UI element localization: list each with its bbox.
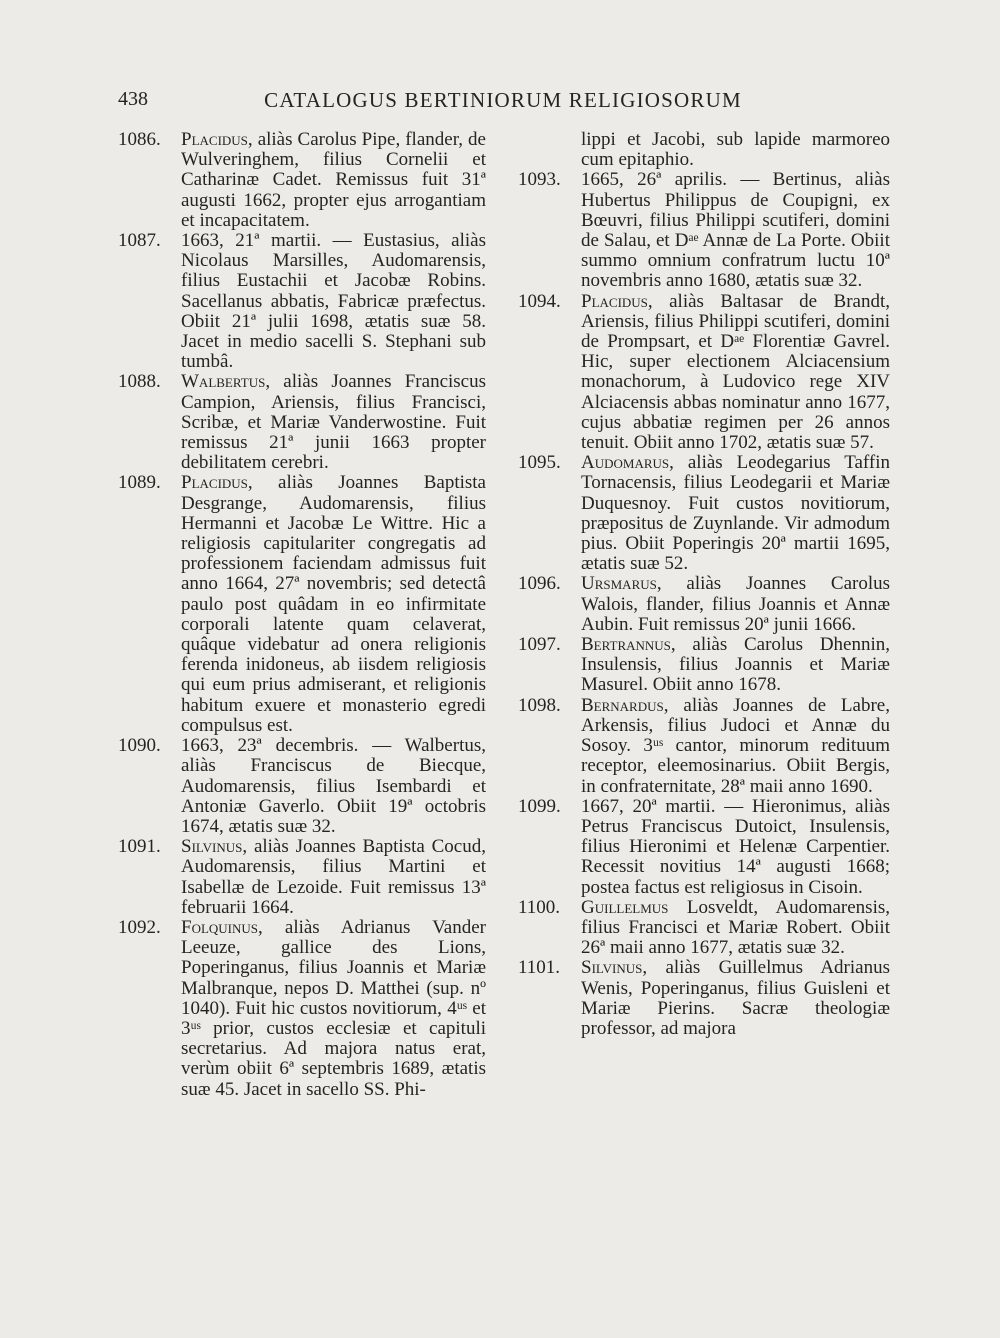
catalog-entry (118, 736, 486, 837)
catalog-entry (118, 130, 486, 231)
entry-number: 1095. (518, 452, 561, 474)
entry-number: 1098. (518, 694, 561, 716)
catalog-entry (518, 958, 890, 1039)
entry-number: 1099. (518, 795, 561, 817)
entry-number: 1100. (518, 896, 561, 918)
entry-number: 1094. (518, 290, 561, 312)
entry-name: Bernardus (581, 694, 664, 716)
entry-number: 1093. (518, 169, 561, 191)
entry-name: Bertrannus (581, 634, 671, 656)
entry-text: , aliàs Joannes Baptista Cocud, Audomarensis, filius Martini et Isabellæ de Lezoide. Fuit remissus 13ª februarii 1664. (181, 836, 486, 918)
entry-text: , aliàs Joannes Franciscus Campion, Ariensis, filius Francisci, Scribæ, et Mariæ Vanderwostine. Fuit remissus 21ª junii 1663 propter debilitatem cerebri. (181, 371, 486, 474)
catalog-entry (518, 170, 890, 291)
entry-text: , aliàs Carolus Dhennin, Insulensis, filius Joannis et Mariæ Masurel. Obiit anno 1678. (581, 634, 890, 696)
right-column (518, 130, 890, 1039)
entry-number: 1091. (118, 836, 161, 858)
catalog-entry (518, 696, 890, 797)
entry-text: , aliàs Joannes Baptista Desgrange, Audomarensis, filius Hermanni et Jacobæ Le Wittre. Hic a religiosis capitulariter congregatis ad professionem faciendam admissus fuit anno 1664, 27ª novembris; sed detectâ paulo post quâdam in eo infirmitate corporali latente quam celaverat, quâque videbatur ad onera religionis ferenda inidoneus, ab iisdem religiosis qui eum prius admiserant, et religionis habitum exuere et monasterio egredi compulsus est. (181, 472, 486, 736)
left-column (118, 130, 486, 1100)
entry-name: Silvinus (581, 957, 643, 979)
entry-text: Losveldt, Audomarensis, filius Francisci et Mariæ Robert. Obiit 26ª maii anno 1677, ætatis suæ 32. (581, 896, 890, 959)
catalog-entry (118, 918, 486, 1100)
entry-name: Placidus (181, 129, 248, 150)
catalog-entry (118, 473, 486, 736)
entry-name: Guillelmus (581, 896, 669, 918)
entry-number: 1089. (118, 472, 161, 494)
catalog-entry (118, 231, 486, 372)
entry-text: , aliàs Baltasar de Brandt, Ariensis, filius Philippi scutiferi, domini de Prompsart, et Dᵃᵉ Florentiæ Gavrel. Hic, super electionem Alciacensium monachorum, à Ludovico rege XIV Alciacensis abbas nominatur anno 1677, cujus abbatiæ regimen per 26 annos tenuit. Obiit anno 1702, ætatis suæ 57. (581, 290, 890, 454)
entry-number: 1090. (118, 735, 161, 757)
entry-text: 1667, 20ª martii. — Hieronimus, aliàs Petrus Franciscus Dutoict, Insulensis, filius Hieronimi et Helenæ Carpentier. Recessit novitius 14ª augusti 1668; postea factus est religiosus in Cisoin. (581, 795, 890, 898)
entry-text: 1665, 26ª aprilis. — Bertinus, aliàs Hubertus Philippus de Coupigni, ex Bœuvri, filius Philippi scutiferi, domini de Salau, et Dᵃᵉ Annæ de La Porte. Obiit summo omnium confratrum luctu 10ª novembris anno 1680, ætatis suæ 32. (581, 169, 890, 292)
entry-name: Silvinus (181, 836, 243, 858)
entry-name: Audomarus (581, 452, 670, 474)
continuation-text: lippi et Jacobi, sub lapide marmoreo cum epitaphio. (581, 129, 890, 171)
entry-text: , aliàs Carolus Pipe, flander, de Wulveringhem, filius Cornelii et Catharinæ Cadet. Remissus fuit 31ª augusti 1662, propter ejus arrogantiam et incapacitatem. (181, 129, 486, 231)
entry-text: , aliàs Guillelmus Adrianus Wenis, Poperinganus, filius Guisleni et Mariæ Pierins. Sacræ theologiæ professor, ad majora (581, 957, 890, 1039)
catalog-entry (118, 837, 486, 918)
running-title: CATALOGUS BERTINIORUM RELIGIOSORUM (264, 88, 742, 112)
catalog-entry (518, 797, 890, 898)
entry-number: 1092. (118, 916, 161, 938)
catalog-entry (518, 898, 890, 959)
entry-text: , aliàs Joannes Carolus Walois, flander, filius Joannis et Annæ Aubin. Fuit remissus 20ª junii 1666. (581, 573, 890, 635)
entry-number: 1088. (118, 371, 161, 393)
entry-text: , aliàs Joannes de Labre, Arkensis, filius Judoci et Annæ du Sosoy. 3ᵘˢ cantor, minorum redituum receptor, eleemosinarius. Obiit Bergis, in confraternitate, 28ª maii anno 1690. (581, 694, 890, 797)
entry-text: 1663, 21ª martii. — Eustasius, aliàs Nicolaus Marsilles, Audomarensis, filius Eustachii et Jacobæ Robins. Sacellanus abbatis, Fabricæ præfectus. Obiit 21ª julii 1698, ætatis suæ 58. Jacet in medio sacelli S. Stephani sub tumbâ. (181, 230, 486, 373)
entry-number: 1101. (518, 957, 561, 979)
entry-number: 1087. (118, 230, 161, 252)
catalog-entry (118, 372, 486, 473)
catalog-entry (518, 453, 890, 574)
page-number: 438 (118, 88, 148, 110)
entry-text: , aliàs Adrianus Vander Leeuze, gallice des Lions, Poperinganus, filius Joannis et Mariæ Malbranque, nepos D. Matthei (sup. nº 1040). Fuit hic custos novitiorum, 4ᵘˢ et 3ᵘˢ prior, custos ecclesiæ et capituli secretarius. Ad majora natus erat, verùm obiit 6ª septembris 1689, ætatis suæ 45. Jacet in sacello SS. Phi- (181, 916, 486, 1100)
entry-name: Folquinus (181, 916, 259, 938)
entry-number: 1096. (518, 573, 561, 595)
catalog-entry (518, 574, 890, 635)
entry-name: Placidus (181, 472, 248, 494)
entry-number: 1097. (518, 634, 561, 656)
catalog-entry (518, 292, 890, 454)
entry-name: Placidus (581, 290, 648, 312)
entry-text: , aliàs Leodegarius Taffin Tornacensis, filius Leodegarii et Mariæ Duquesnoy. Fuit custos novitiorum, præpositus de Zuynlande. Vir admodum pius. Obiit Poperingis 20ª martii 1695, ætatis suæ 52. (581, 452, 890, 575)
entry-text: 1663, 23ª decembris. — Walbertus, aliàs Franciscus de Biecque, Audomarensis, filius Isembardi et Antoniæ Gaverlo. Obiit 19ª octobris 1674, ætatis suæ 32. (181, 735, 486, 837)
entry-name: Ursmarus (581, 573, 657, 595)
entry-name: Walbertus (181, 371, 266, 393)
page-header (118, 88, 888, 118)
catalog-entry (518, 635, 890, 696)
entry-number: 1086. (118, 129, 161, 150)
